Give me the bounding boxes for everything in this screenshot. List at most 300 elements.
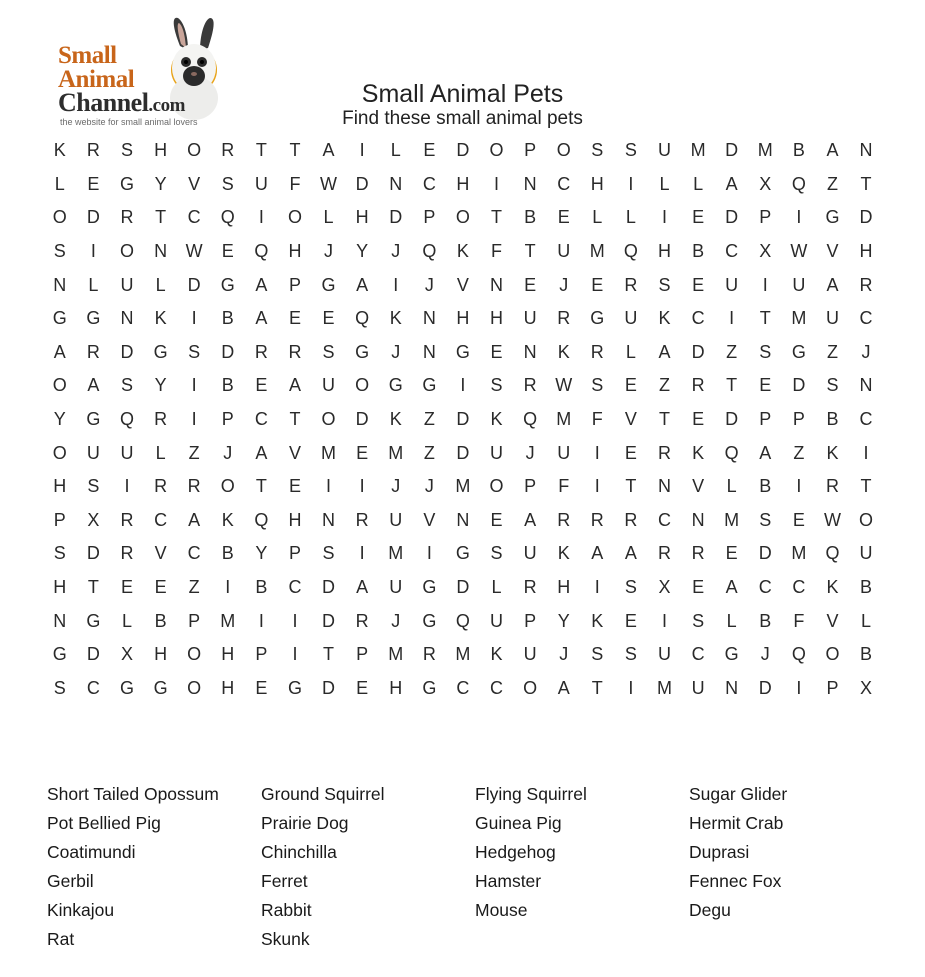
grid-letter[interactable]: G [119,677,134,698]
grid-letter[interactable]: O [825,644,840,665]
grid-letter[interactable]: O [523,677,538,698]
grid-letter[interactable]: A [255,274,268,295]
grid-letter[interactable]: K [826,442,839,463]
grid-letter[interactable]: E [255,677,268,698]
grid-letter[interactable]: J [424,476,434,497]
grid-letter[interactable]: R [221,140,235,161]
grid-letter[interactable]: H [859,241,873,262]
grid-letter[interactable]: D [725,409,739,430]
grid-letter[interactable]: N [120,308,134,329]
grid-letter[interactable]: N [859,140,873,161]
grid-letter[interactable]: C [758,577,772,598]
grid-letter[interactable]: U [254,173,268,194]
grid-letter[interactable]: R [691,543,705,564]
grid-letter[interactable]: C [691,644,705,665]
grid-letter[interactable]: A [826,274,839,295]
grid-letter[interactable]: S [188,341,201,362]
grid-letter[interactable]: Q [254,241,269,262]
grid-letter[interactable]: U [389,577,403,598]
grid-letter[interactable]: L [693,173,704,194]
grid-letter[interactable]: T [860,476,872,497]
grid-letter[interactable]: G [355,341,370,362]
grid-letter[interactable]: R [523,375,537,396]
grid-letter[interactable]: K [658,308,671,329]
grid-letter[interactable]: N [422,341,436,362]
grid-letter[interactable]: N [523,341,537,362]
grid-letter[interactable]: C [154,509,168,530]
grid-letter[interactable]: I [863,442,869,463]
grid-letter[interactable]: P [188,610,201,631]
grid-letter[interactable]: R [120,509,134,530]
grid-letter[interactable]: E [692,207,705,228]
grid-letter[interactable]: G [119,173,134,194]
grid-letter[interactable]: V [423,509,436,530]
grid-letter[interactable]: G [724,644,739,665]
grid-letter[interactable]: U [523,308,537,329]
grid-letter[interactable]: U [120,274,134,295]
grid-letter[interactable]: B [221,375,234,396]
grid-letter[interactable]: N [422,308,436,329]
grid-letter[interactable]: V [692,476,705,497]
grid-letter[interactable]: E [624,442,637,463]
grid-letter[interactable]: G [287,677,302,698]
grid-letter[interactable]: T [155,207,167,228]
grid-letter[interactable]: R [657,442,671,463]
grid-letter[interactable]: U [657,140,671,161]
grid-letter[interactable]: G [455,543,470,564]
grid-letter[interactable]: Z [188,442,200,463]
grid-letter[interactable]: G [52,308,67,329]
grid-letter[interactable]: J [861,341,871,362]
grid-letter[interactable]: E [221,241,234,262]
grid-letter[interactable]: Q [791,644,806,665]
grid-letter[interactable]: M [388,442,404,463]
grid-letter[interactable]: G [220,274,235,295]
grid-letter[interactable]: H [154,140,168,161]
grid-letter[interactable]: H [456,308,470,329]
grid-letter[interactable]: O [489,140,504,161]
grid-letter[interactable]: Z [826,173,838,194]
grid-letter[interactable]: C [187,543,201,564]
grid-letter[interactable]: A [591,543,604,564]
grid-letter[interactable]: C [691,308,705,329]
grid-letter[interactable]: K [53,140,66,161]
grid-letter[interactable]: B [692,241,705,262]
grid-letter[interactable]: H [490,308,504,329]
grid-letter[interactable]: L [390,140,401,161]
grid-letter[interactable]: P [288,274,301,295]
grid-letter[interactable]: J [559,644,569,665]
grid-letter[interactable]: S [624,577,637,598]
grid-letter[interactable]: V [456,274,469,295]
grid-letter[interactable]: S [624,644,637,665]
grid-letter[interactable]: D [86,207,100,228]
grid-letter[interactable]: J [760,644,770,665]
grid-letter[interactable]: T [323,644,335,665]
grid-letter[interactable]: O [355,375,370,396]
grid-letter[interactable]: A [725,173,738,194]
grid-letter[interactable]: X [658,577,671,598]
grid-letter[interactable]: U [389,509,403,530]
grid-letter[interactable]: D [322,677,336,698]
grid-letter[interactable]: S [490,543,503,564]
grid-letter[interactable]: U [120,442,134,463]
grid-letter[interactable]: C [859,409,873,430]
grid-letter[interactable]: Y [356,241,369,262]
grid-letter[interactable]: J [424,274,434,295]
grid-letter[interactable]: F [289,173,301,194]
grid-letter[interactable]: X [120,644,133,665]
grid-letter[interactable]: Q [791,173,806,194]
grid-letter[interactable]: D [355,173,369,194]
grid-letter[interactable]: O [556,140,571,161]
grid-letter[interactable]: S [624,140,637,161]
grid-letter[interactable]: T [759,308,771,329]
grid-letter[interactable]: I [191,375,197,396]
grid-letter[interactable]: Y [154,173,167,194]
grid-letter[interactable]: H [288,241,302,262]
grid-letter[interactable]: M [757,140,773,161]
grid-letter[interactable]: O [220,476,235,497]
grid-letter[interactable]: I [191,308,197,329]
grid-letter[interactable]: P [826,677,839,698]
grid-letter[interactable]: R [624,274,638,295]
grid-letter[interactable]: D [322,577,336,598]
grid-letter[interactable]: S [692,610,705,631]
grid-letter[interactable]: E [692,577,705,598]
grid-letter[interactable]: U [725,274,739,295]
grid-letter[interactable]: E [288,308,301,329]
grid-letter[interactable]: L [625,207,636,228]
grid-letter[interactable]: P [53,509,66,530]
grid-letter[interactable]: T [860,173,872,194]
grid-letter[interactable]: Z [726,341,738,362]
grid-letter[interactable]: S [826,375,839,396]
grid-letter[interactable]: R [355,610,369,631]
grid-letter[interactable]: C [288,577,302,598]
grid-letter[interactable]: E [692,274,705,295]
grid-letter[interactable]: H [53,577,67,598]
grid-letter[interactable]: E [255,375,268,396]
grid-letter[interactable]: R [624,509,638,530]
grid-letter[interactable]: S [591,375,604,396]
grid-letter[interactable]: Q [355,308,370,329]
grid-letter[interactable]: B [759,610,772,631]
grid-letter[interactable]: S [87,476,100,497]
grid-letter[interactable]: K [692,442,705,463]
grid-letter[interactable]: L [155,274,166,295]
grid-letter[interactable]: Q [254,509,269,530]
grid-letter[interactable]: O [287,207,302,228]
grid-letter[interactable]: I [90,241,96,262]
grid-letter[interactable]: I [628,677,634,698]
grid-letter[interactable]: I [426,543,432,564]
grid-letter[interactable]: G [422,677,437,698]
grid-letter[interactable]: A [87,375,100,396]
grid-letter[interactable]: Z [423,442,435,463]
grid-letter[interactable]: E [759,375,772,396]
grid-letter[interactable]: R [120,543,134,564]
grid-letter[interactable]: G [825,207,840,228]
grid-letter[interactable]: G [86,610,101,631]
grid-letter[interactable]: I [796,476,802,497]
grid-letter[interactable]: E [490,509,503,530]
grid-letter[interactable]: M [388,543,404,564]
grid-letter[interactable]: F [591,409,603,430]
grid-letter[interactable]: U [523,543,537,564]
grid-letter[interactable]: U [859,543,873,564]
grid-letter[interactable]: E [624,610,637,631]
grid-letter[interactable]: M [455,476,471,497]
grid-letter[interactable]: P [759,207,772,228]
grid-letter[interactable]: E [356,442,369,463]
grid-letter[interactable]: T [289,140,301,161]
grid-letter[interactable]: D [322,610,336,631]
grid-letter[interactable]: S [591,140,604,161]
grid-letter[interactable]: S [120,140,133,161]
grid-letter[interactable]: U [657,644,671,665]
grid-letter[interactable]: M [791,308,807,329]
grid-letter[interactable]: D [456,577,470,598]
grid-letter[interactable]: D [221,341,235,362]
grid-letter[interactable]: B [759,476,772,497]
grid-letter[interactable]: T [255,476,267,497]
grid-letter[interactable]: E [423,140,436,161]
grid-letter[interactable]: L [155,442,166,463]
grid-letter[interactable]: O [455,207,470,228]
grid-letter[interactable]: R [557,509,571,530]
grid-letter[interactable]: I [661,610,667,631]
grid-letter[interactable]: I [359,140,365,161]
grid-letter[interactable]: I [359,543,365,564]
grid-letter[interactable]: Z [658,375,670,396]
grid-letter[interactable]: T [625,476,637,497]
grid-letter[interactable]: K [490,409,503,430]
grid-letter[interactable]: O [187,677,202,698]
grid-letter[interactable]: M [656,677,672,698]
grid-letter[interactable]: A [624,543,637,564]
grid-letter[interactable]: R [355,509,369,530]
grid-letter[interactable]: Q [623,241,638,262]
grid-letter[interactable]: M [791,543,807,564]
grid-letter[interactable]: S [53,543,66,564]
grid-letter[interactable]: I [594,476,600,497]
grid-letter[interactable]: S [322,341,335,362]
grid-letter[interactable]: B [860,644,873,665]
grid-letter[interactable]: X [759,241,772,262]
grid-letter[interactable]: T [591,677,603,698]
grid-letter[interactable]: B [792,140,805,161]
grid-letter[interactable]: I [762,274,768,295]
grid-letter[interactable]: J [391,341,401,362]
grid-letter[interactable]: Y [53,409,66,430]
grid-letter[interactable]: D [187,274,201,295]
grid-letter[interactable]: G [153,341,168,362]
grid-letter[interactable]: T [491,207,503,228]
grid-letter[interactable]: M [556,409,572,430]
grid-letter[interactable]: M [388,644,404,665]
grid-letter[interactable]: I [661,207,667,228]
grid-letter[interactable]: L [491,577,502,598]
grid-letter[interactable]: D [389,207,403,228]
grid-letter[interactable]: O [52,442,67,463]
grid-letter[interactable]: E [591,274,604,295]
grid-letter[interactable]: D [859,207,873,228]
grid-letter[interactable]: D [792,375,806,396]
grid-letter[interactable]: K [557,341,570,362]
grid-letter[interactable]: J [525,442,535,463]
grid-letter[interactable]: J [391,241,401,262]
grid-letter[interactable]: E [120,577,133,598]
grid-letter[interactable]: N [859,375,873,396]
grid-letter[interactable]: H [154,644,168,665]
grid-letter[interactable]: C [859,308,873,329]
grid-letter[interactable]: U [557,241,571,262]
grid-letter[interactable]: C [490,677,504,698]
grid-letter[interactable]: B [826,409,839,430]
grid-letter[interactable]: A [288,375,301,396]
grid-letter[interactable]: H [657,241,671,262]
grid-letter[interactable]: F [793,610,805,631]
grid-letter[interactable]: R [590,509,604,530]
grid-letter[interactable]: K [591,610,604,631]
grid-letter[interactable]: A [826,140,839,161]
grid-letter[interactable]: K [154,308,167,329]
grid-letter[interactable]: L [592,207,603,228]
grid-letter[interactable]: N [490,274,504,295]
grid-letter[interactable]: C [422,173,436,194]
grid-letter[interactable]: T [524,241,536,262]
grid-letter[interactable]: A [255,442,268,463]
grid-letter[interactable]: J [391,610,401,631]
grid-letter[interactable]: R [657,543,671,564]
grid-letter[interactable]: M [589,241,605,262]
grid-letter[interactable]: G [86,308,101,329]
grid-letter[interactable]: N [389,173,403,194]
grid-letter[interactable]: V [188,173,201,194]
grid-letter[interactable]: Q [220,207,235,228]
grid-letter[interactable]: Q [119,409,134,430]
grid-letter[interactable]: I [258,207,264,228]
grid-letter[interactable]: Z [793,442,805,463]
grid-letter[interactable]: I [258,610,264,631]
grid-letter[interactable]: I [729,308,735,329]
grid-letter[interactable]: P [524,140,537,161]
grid-letter[interactable]: F [558,476,570,497]
grid-letter[interactable]: N [691,509,705,530]
grid-letter[interactable]: H [389,677,403,698]
grid-letter[interactable]: D [456,409,470,430]
grid-letter[interactable]: A [255,308,268,329]
grid-letter[interactable]: E [87,173,100,194]
grid-letter[interactable]: G [791,341,806,362]
grid-letter[interactable]: Z [826,341,838,362]
grid-letter[interactable]: P [792,409,805,430]
grid-letter[interactable]: P [255,644,268,665]
grid-letter[interactable]: I [628,173,634,194]
grid-letter[interactable]: M [321,442,337,463]
grid-letter[interactable]: R [288,341,302,362]
grid-letter[interactable]: B [221,308,234,329]
grid-letter[interactable]: G [86,409,101,430]
grid-letter[interactable]: U [490,610,504,631]
grid-letter[interactable]: R [154,476,168,497]
grid-letter[interactable]: V [624,409,637,430]
grid-letter[interactable]: P [423,207,436,228]
grid-letter[interactable]: P [524,610,537,631]
grid-letter[interactable]: C [725,241,739,262]
grid-letter[interactable]: S [759,509,772,530]
grid-letter[interactable]: V [826,610,839,631]
grid-letter[interactable]: P [221,409,234,430]
grid-letter[interactable]: R [691,375,705,396]
grid-letter[interactable]: K [557,543,570,564]
grid-letter[interactable]: G [153,677,168,698]
grid-letter[interactable]: Q [523,409,538,430]
grid-letter[interactable]: R [523,577,537,598]
grid-letter[interactable]: D [691,341,705,362]
grid-letter[interactable]: O [187,644,202,665]
grid-letter[interactable]: P [759,409,772,430]
grid-letter[interactable]: Z [423,409,435,430]
grid-letter[interactable]: N [53,274,67,295]
grid-letter[interactable]: R [86,140,100,161]
grid-letter[interactable]: R [86,341,100,362]
grid-letter[interactable]: U [691,677,705,698]
grid-letter[interactable]: E [624,375,637,396]
grid-letter[interactable]: G [388,375,403,396]
grid-letter[interactable]: I [796,677,802,698]
grid-letter[interactable]: H [557,577,571,598]
grid-letter[interactable]: S [53,241,66,262]
grid-letter[interactable]: C [86,677,100,698]
grid-letter[interactable]: C [254,409,268,430]
grid-letter[interactable]: A [53,341,66,362]
grid-letter[interactable]: J [559,274,569,295]
grid-letter[interactable]: I [460,375,466,396]
grid-letter[interactable]: V [826,241,839,262]
grid-letter[interactable]: Y [255,543,268,564]
grid-letter[interactable]: N [154,241,168,262]
grid-letter[interactable]: R [120,207,134,228]
grid-letter[interactable]: A [658,341,671,362]
grid-letter[interactable]: B [154,610,167,631]
grid-letter[interactable]: L [659,173,670,194]
grid-letter[interactable]: X [860,677,873,698]
grid-letter[interactable]: I [124,476,130,497]
grid-letter[interactable]: G [422,610,437,631]
grid-letter[interactable]: E [154,577,167,598]
grid-letter[interactable]: U [86,442,100,463]
grid-letter[interactable]: E [792,509,805,530]
grid-letter[interactable]: N [322,509,336,530]
grid-letter[interactable]: S [322,543,335,564]
grid-letter[interactable]: S [759,341,772,362]
grid-letter[interactable]: H [590,173,604,194]
grid-letter[interactable]: D [456,140,470,161]
grid-letter[interactable]: I [191,409,197,430]
grid-letter[interactable]: R [859,274,873,295]
grid-letter[interactable]: U [557,442,571,463]
grid-letter[interactable]: U [523,644,537,665]
grid-letter[interactable]: Y [154,375,167,396]
grid-letter[interactable]: Q [422,241,437,262]
grid-letter[interactable]: E [288,476,301,497]
grid-letter[interactable]: C [657,509,671,530]
grid-letter[interactable]: I [796,207,802,228]
grid-letter[interactable]: E [692,409,705,430]
grid-letter[interactable]: I [292,610,298,631]
